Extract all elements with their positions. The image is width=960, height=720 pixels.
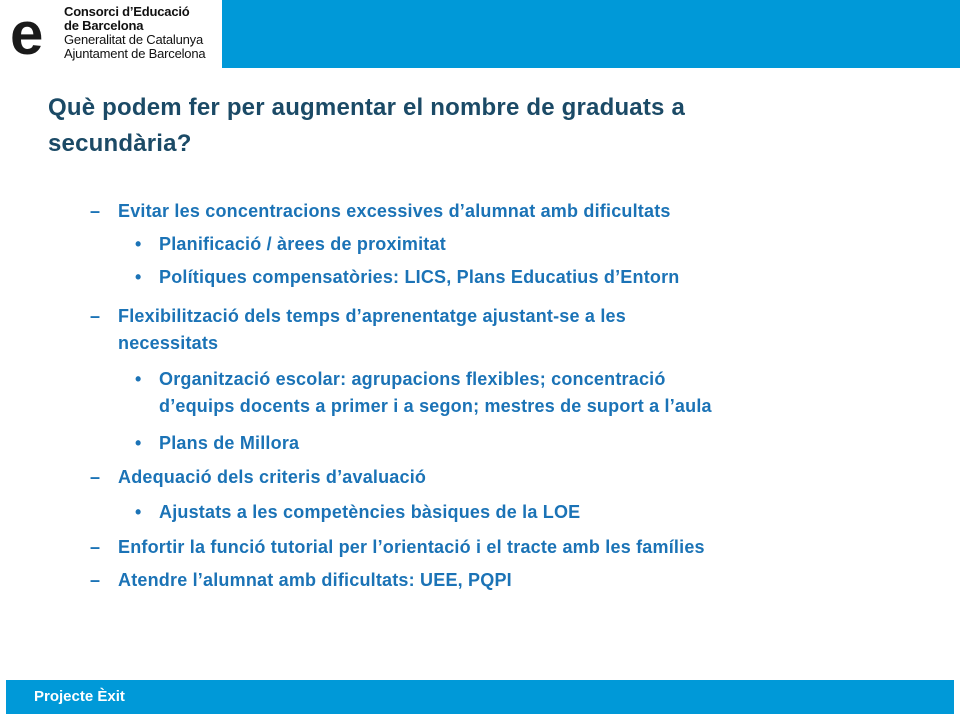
list-item xyxy=(90,534,890,561)
list-item-text: necessitats xyxy=(118,333,219,353)
sub-list-item xyxy=(135,264,895,291)
slide-title xyxy=(48,90,908,162)
logo-e-icon: e xyxy=(10,0,44,67)
logo xyxy=(0,0,220,70)
list-item-text: Organització escolar: agrupacions flexibles; concentració xyxy=(159,369,666,389)
list-item-text: Evitar les concentracions excessives d’alumnat amb dificultats xyxy=(118,201,671,221)
dash-marker: – xyxy=(90,570,101,590)
bullet-icon: • xyxy=(135,234,142,254)
list-item-text: Ajustats a les competències bàsiques de la LOE xyxy=(159,502,581,522)
dash-marker: – xyxy=(90,467,101,487)
footer-bar xyxy=(6,680,954,714)
list-item-text: Planificació / àrees de proximitat xyxy=(159,234,446,254)
sub-list-item xyxy=(135,231,895,258)
slide-title-line-2: secundària? xyxy=(48,130,192,157)
list-item xyxy=(90,464,890,491)
list-item-text: Plans de Millora xyxy=(159,433,300,453)
footer-title: Projecte Èxit xyxy=(34,688,125,705)
slide-title-line-1: Què podem fer per augmentar el nombre de graduats a xyxy=(48,94,686,121)
logo-line-3: Generalitat de Catalunya xyxy=(64,32,204,47)
logo-line-4: Ajuntament de Barcelona xyxy=(64,46,206,61)
bullet-icon: • xyxy=(135,502,142,522)
list-item-text: Flexibilització dels temps d’aprenentatge ajustant-se a les xyxy=(118,306,626,326)
list-item xyxy=(90,198,890,225)
logo-line-2: de Barcelona xyxy=(64,18,144,33)
sub-list-item xyxy=(135,499,895,526)
bullet-icon: • xyxy=(135,267,142,287)
list-item-text: Polítiques compensatòries: LICS, Plans Educatius d’Entorn xyxy=(159,267,680,287)
bullet-icon: • xyxy=(135,369,142,389)
list-item-text: d’equips docents a primer i a segon; mestres de suport a l’aula xyxy=(159,396,712,416)
sub-list-item xyxy=(135,366,895,420)
list-item-text: Enfortir la funció tutorial per l’orientació i el tracte amb les famílies xyxy=(118,537,705,557)
list-item xyxy=(90,567,890,594)
dash-marker: – xyxy=(90,306,101,326)
bullet-icon: • xyxy=(135,433,142,453)
list-item-text: Atendre l’alumnat amb dificultats: UEE, PQPI xyxy=(118,570,512,590)
logo-text xyxy=(64,5,205,61)
dash-marker: – xyxy=(90,537,101,557)
header-bar xyxy=(222,0,960,68)
list-item xyxy=(90,303,890,357)
list-item-text: Adequació dels criteris d’avaluació xyxy=(118,467,427,487)
sub-list-item xyxy=(135,430,895,457)
logo-line-1: Consorci d’Educació xyxy=(64,4,190,19)
dash-marker: – xyxy=(90,201,101,221)
